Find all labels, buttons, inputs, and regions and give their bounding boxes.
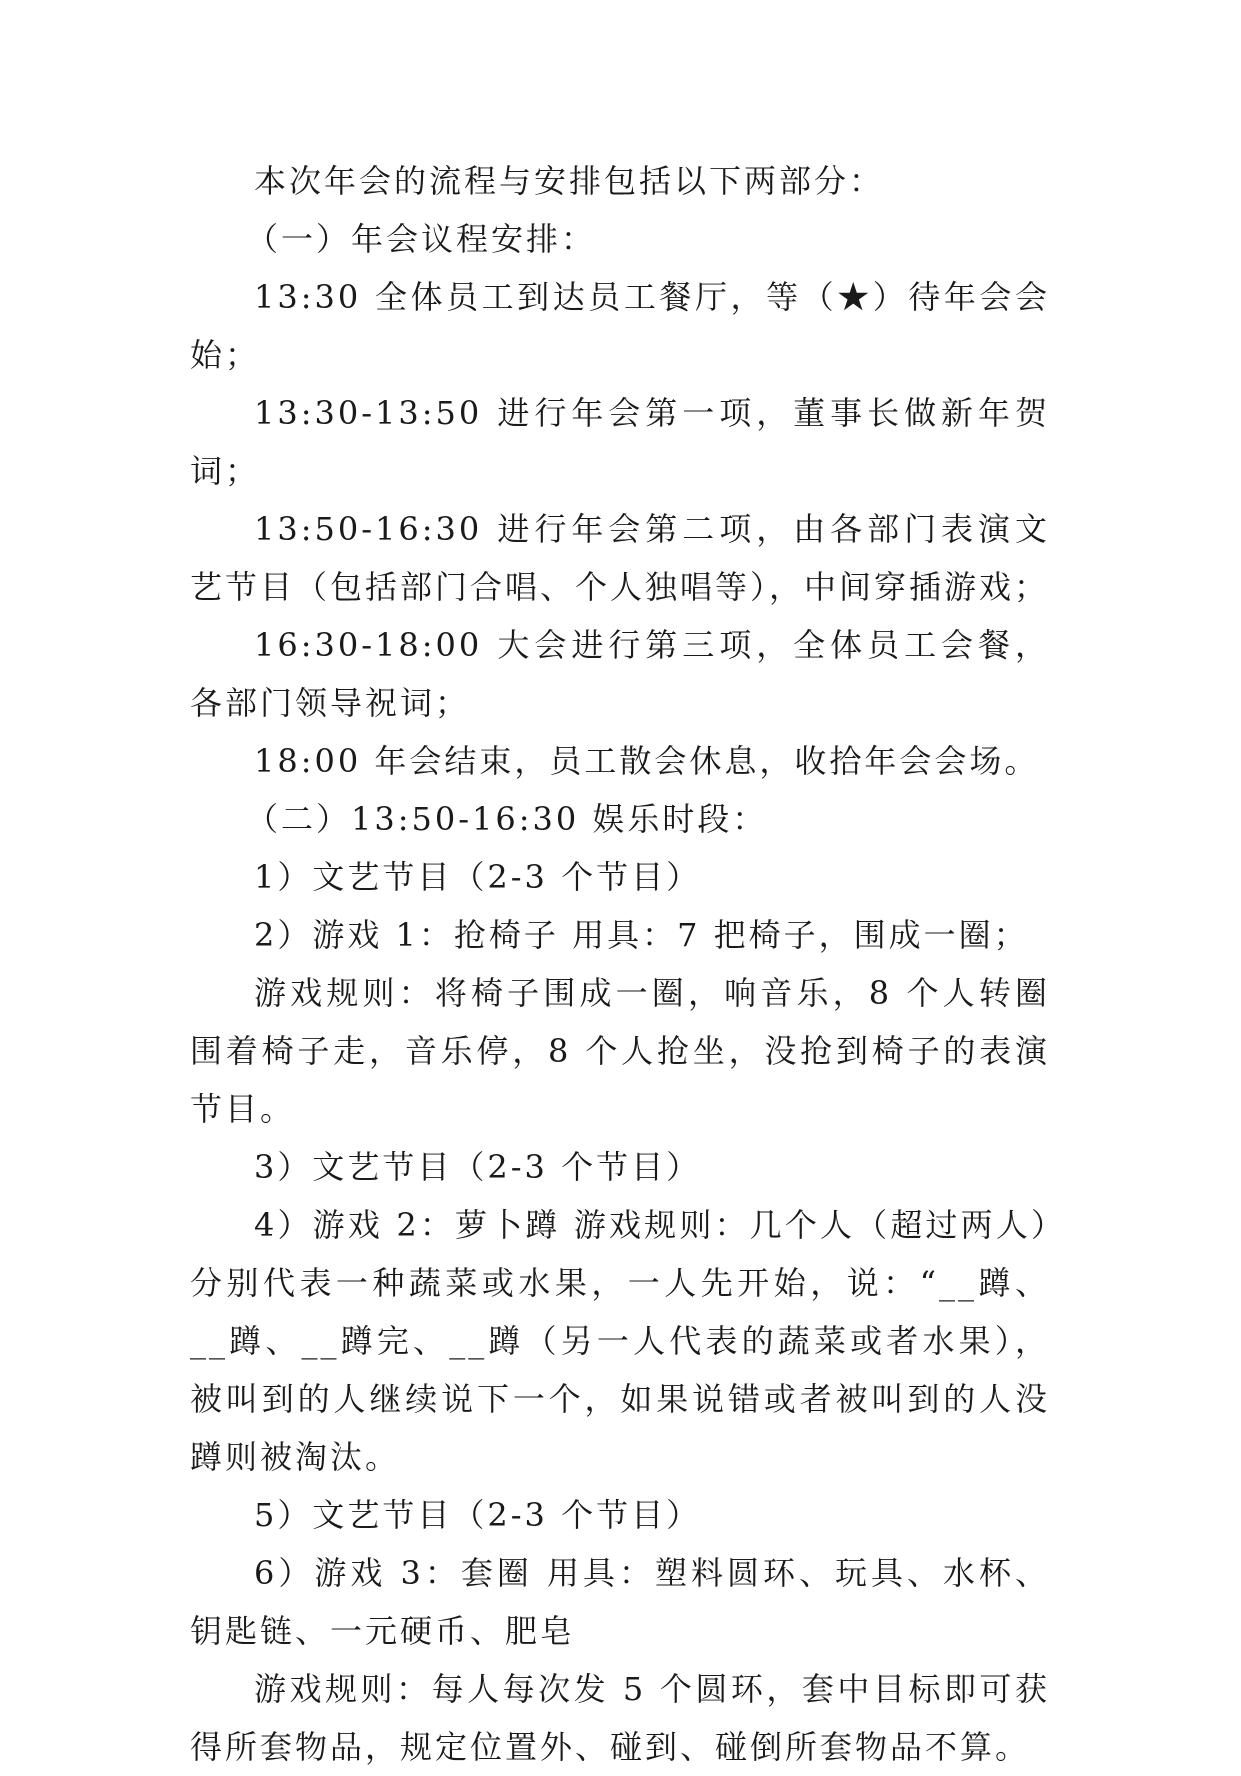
program-item: 1）文艺节目（2-3 个节目） <box>254 858 702 896</box>
agenda-item: 13:30 全体员工到达员工餐厅，等（★）待年会会始； <box>190 278 1050 374</box>
game-rules: 游戏规则：每人每次发 5 个圆环，套中目标即可获得所套物品，规定位置外、碰到、碰倒所套物品不算。 <box>190 1670 1050 1766</box>
intro-paragraph: 本次年会的流程与安排包括以下两部分： <box>254 162 885 200</box>
program-item: 6）游戏 3：套圈 用具：塑料圆环、玩具、水杯、钥匙链、一元硬币、肥皂 <box>190 1554 1050 1650</box>
agenda-item: 16:30-18:00 大会进行第三项，全体员工会餐，各部门领导祝词； <box>190 626 1050 722</box>
section-heading-agenda: （一）年会议程安排： <box>246 220 597 258</box>
program-item: 3）文艺节目（2-3 个节目） <box>254 1148 702 1186</box>
program-item: 2）游戏 1：抢椅子 用具：7 把椅子，围成一圈； <box>254 916 1029 954</box>
agenda-item: 13:30-13:50 进行年会第一项，董事长做新年贺词； <box>190 394 1050 490</box>
section-heading-entertainment: （二）13:50-16:30 娱乐时段： <box>246 800 768 838</box>
program-item: 4）游戏 2：萝卜蹲 游戏规则：几个人（超过两人）分别代表一种蔬菜或水果，一人先开始，说：“__蹲、__蹲、__蹲完、__蹲（另一人代表的蔬菜或者水果），被叫到的人继续说下一个，如果说错或者被叫到的人没蹲则被淘汰。 <box>190 1206 1050 1476</box>
document-body <box>190 152 1050 1776</box>
program-item: 5）文艺节目（2-3 个节目） <box>254 1496 702 1534</box>
game-rules: 游戏规则：将椅子围成一圈，响音乐，8 个人转圈围着椅子走，音乐停，8 个人抢坐，没抢到椅子的表演节目。 <box>190 974 1050 1128</box>
agenda-item: 13:50-16:30 进行年会第二项，由各部门表演文艺节目（包括部门合唱、个人独唱等），中间穿插游戏； <box>190 510 1050 606</box>
agenda-item: 18:00 年会结束，员工散会休息，收拾年会会场。 <box>254 742 1040 780</box>
